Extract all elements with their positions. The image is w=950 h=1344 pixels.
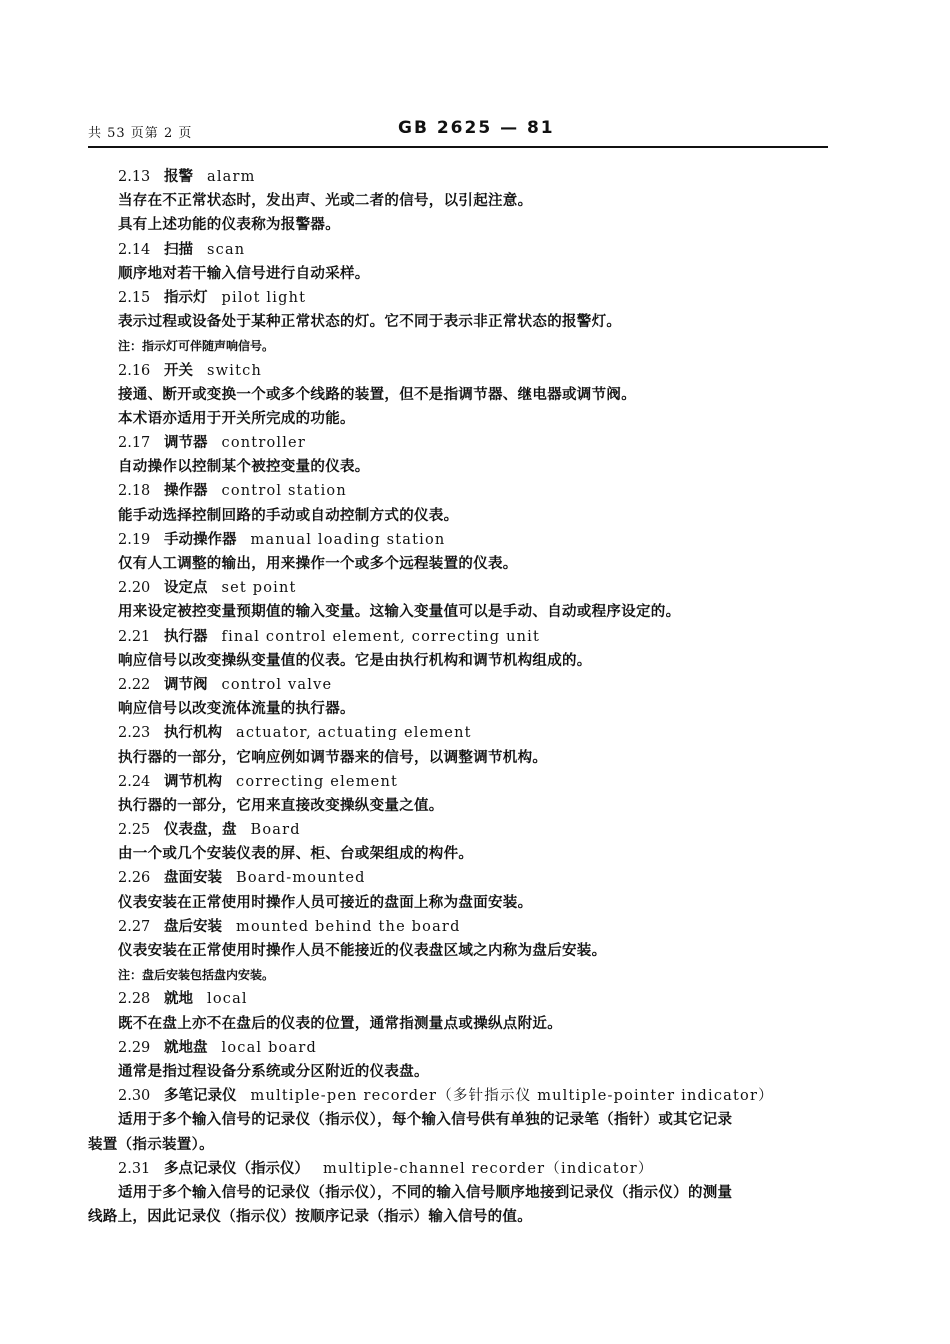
definition-text: 能手动选择控制回路的手动或自动控制方式的仪表。 bbox=[118, 506, 459, 524]
term-english: final control element, correcting unit bbox=[221, 628, 541, 645]
term-chinese: 多笔记录仪 bbox=[164, 1087, 237, 1105]
definition-continuation: 装置（指示装置）。 bbox=[88, 1135, 214, 1153]
definition-text: 当存在不正常状态时，发出声、光或二者的信号，以引起注意。 bbox=[118, 192, 533, 210]
term-english: multiple-channel recorder（indicator） bbox=[323, 1160, 654, 1177]
term-chinese: 多点记录仪（指示仪） bbox=[164, 1159, 309, 1177]
term-heading bbox=[118, 431, 830, 455]
term-english: alarm bbox=[207, 169, 256, 185]
term-number: 2.24 bbox=[118, 773, 151, 790]
term-english: mounted behind the board bbox=[236, 918, 461, 935]
term-heading bbox=[118, 528, 830, 552]
term-heading bbox=[118, 673, 830, 697]
term-heading bbox=[118, 165, 830, 189]
term-number: 2.26 bbox=[118, 870, 151, 887]
definition-text: 响应信号以改变操纵变量值的仪表。它是由执行机构和调节机构组成的。 bbox=[118, 651, 592, 669]
term-chinese: 手动操作器 bbox=[164, 530, 237, 548]
term-english: pilot light bbox=[221, 289, 307, 306]
term-heading bbox=[118, 286, 830, 310]
definition-text: 顺序地对若干输入信号进行自动采样。 bbox=[118, 264, 370, 282]
standard-code: GB 2625 — 81 bbox=[398, 118, 555, 138]
term-chinese: 调节机构 bbox=[164, 772, 222, 790]
term-heading bbox=[118, 1084, 830, 1108]
term-english: scan bbox=[207, 241, 246, 258]
note-text: 注：指示灯可伴随声响信号。 bbox=[118, 339, 275, 354]
definition-text: 执行器的一部分，它响应例如调节器来的信号，以调整调节机构。 bbox=[118, 748, 548, 766]
definition-text: 自动操作以控制某个被控变量的仪表。 bbox=[118, 458, 370, 476]
definition-text: 既不在盘上亦不在盘后的仪表的位置，通常指测量点或操纵点附近。 bbox=[118, 1014, 562, 1032]
note-text: 注：盘后安装包括盘内安装。 bbox=[118, 968, 275, 983]
definition-continuation: 线路上，因此记录仪（指示仪）按顺序记录（指示）输入信号的值。 bbox=[88, 1208, 532, 1226]
term-number: 2.17 bbox=[118, 435, 151, 452]
term-english: actuator, actuating element bbox=[236, 725, 472, 742]
term-heading bbox=[118, 576, 830, 600]
definition-text: 适用于多个输入信号的记录仪（指示仪），每个输入信号供有单独的记录笔（指针）或其它记录 bbox=[118, 1111, 733, 1129]
term-english: local bbox=[207, 991, 248, 1008]
term-heading bbox=[118, 770, 830, 794]
term-chinese: 设定点 bbox=[164, 579, 208, 597]
term-number: 2.16 bbox=[118, 362, 151, 379]
term-number: 2.31 bbox=[118, 1160, 151, 1177]
definition-text: 仪表安装在正常使用时操作人员可接近的盘面上称为盘面安装。 bbox=[118, 893, 533, 911]
term-number: 2.25 bbox=[118, 822, 151, 839]
definition-text: 由一个或几个安装仪表的屏、柜、台或架组成的构件。 bbox=[118, 845, 474, 863]
term-english: local board bbox=[221, 1039, 317, 1056]
definition-text: 本术语亦适用于开关所完成的功能。 bbox=[118, 409, 355, 427]
definition-text: 接通、断开或变换一个或多个线路的装置，但不是指调节器、继电器或调节阀。 bbox=[118, 385, 636, 403]
term-english: control station bbox=[221, 483, 347, 500]
term-english: multiple-pen recorder（多针指示仪 multiple-pointer indicator） bbox=[250, 1088, 774, 1105]
term-english: controller bbox=[221, 435, 306, 452]
term-heading bbox=[118, 479, 830, 503]
term-chinese: 报警 bbox=[164, 168, 193, 185]
page-count: 共 53 页第 2 页 bbox=[88, 126, 193, 141]
term-number: 2.28 bbox=[118, 991, 151, 1008]
term-number: 2.22 bbox=[118, 676, 151, 693]
definition-text: 适用于多个输入信号的记录仪（指示仪），不同的输入信号顺序地接到记录仪（指示仪）的测量 bbox=[118, 1183, 733, 1201]
term-chinese: 调节阀 bbox=[164, 675, 208, 693]
term-english: Board-mounted bbox=[236, 870, 366, 887]
term-chinese: 盘面安装 bbox=[164, 869, 222, 887]
term-chinese: 执行机构 bbox=[164, 724, 222, 742]
header-rule bbox=[88, 146, 828, 148]
term-number: 2.18 bbox=[118, 483, 151, 500]
term-heading bbox=[118, 987, 830, 1011]
term-english: control valve bbox=[221, 676, 333, 693]
term-heading bbox=[118, 915, 830, 939]
term-number: 2.21 bbox=[118, 628, 151, 645]
term-number: 2.30 bbox=[118, 1088, 151, 1105]
definition-text: 仅有人工调整的输出，用来操作一个或多个远程装置的仪表。 bbox=[118, 555, 518, 572]
term-chinese: 扫描 bbox=[164, 240, 193, 258]
definition-text: 通常是指过程设备分系统或分区附近的仪表盘。 bbox=[118, 1062, 429, 1080]
definition-text: 用来设定被控变量预期值的输入变量。这输入变量值可以是手动、自动或程序设定的。 bbox=[118, 603, 681, 621]
term-chinese: 执行器 bbox=[164, 627, 208, 645]
term-chinese: 仪表盘，盘 bbox=[164, 821, 237, 839]
definition-text: 响应信号以改变流体流量的执行器。 bbox=[118, 700, 355, 718]
definition-text: 仪表安装在正常使用时操作人员不能接近的仪表盘区域之内称为盘后安装。 bbox=[118, 942, 607, 959]
term-number: 2.15 bbox=[118, 289, 151, 306]
term-number: 2.19 bbox=[118, 531, 151, 548]
term-number: 2.27 bbox=[118, 918, 151, 935]
term-number: 2.13 bbox=[118, 169, 151, 185]
term-chinese: 就地 bbox=[164, 990, 193, 1008]
term-chinese: 开关 bbox=[164, 361, 193, 379]
term-chinese: 就地盘 bbox=[164, 1038, 208, 1056]
term-chinese: 指示灯 bbox=[164, 288, 208, 306]
term-chinese: 盘后安装 bbox=[164, 917, 222, 935]
term-heading bbox=[118, 818, 830, 842]
term-chinese: 调节器 bbox=[164, 434, 208, 452]
term-heading bbox=[118, 359, 830, 383]
term-number: 2.29 bbox=[118, 1039, 151, 1056]
definition-text: 表示过程或设备处于某种正常状态的灯。它不同于表示非正常状态的报警灯。 bbox=[118, 313, 622, 331]
term-chinese: 操作器 bbox=[164, 482, 208, 500]
definition-text: 具有上述功能的仪表称为报警器。 bbox=[118, 216, 340, 234]
term-heading bbox=[118, 1157, 830, 1181]
term-english: set point bbox=[221, 580, 297, 597]
term-heading bbox=[118, 238, 830, 262]
term-heading bbox=[118, 625, 830, 649]
document-body bbox=[88, 165, 830, 1229]
term-number: 2.20 bbox=[118, 580, 151, 597]
term-english: manual loading station bbox=[250, 531, 446, 548]
term-heading bbox=[118, 1036, 830, 1060]
term-english: switch bbox=[207, 362, 262, 379]
term-heading bbox=[118, 866, 830, 890]
term-english: Board bbox=[250, 822, 301, 839]
definition-text: 执行器的一部分，它用来直接改变操纵变量之值。 bbox=[118, 796, 444, 814]
page-header bbox=[88, 118, 828, 148]
term-heading bbox=[118, 721, 830, 745]
term-number: 2.23 bbox=[118, 725, 151, 742]
term-english: correcting element bbox=[236, 773, 399, 790]
term-number: 2.14 bbox=[118, 241, 151, 258]
